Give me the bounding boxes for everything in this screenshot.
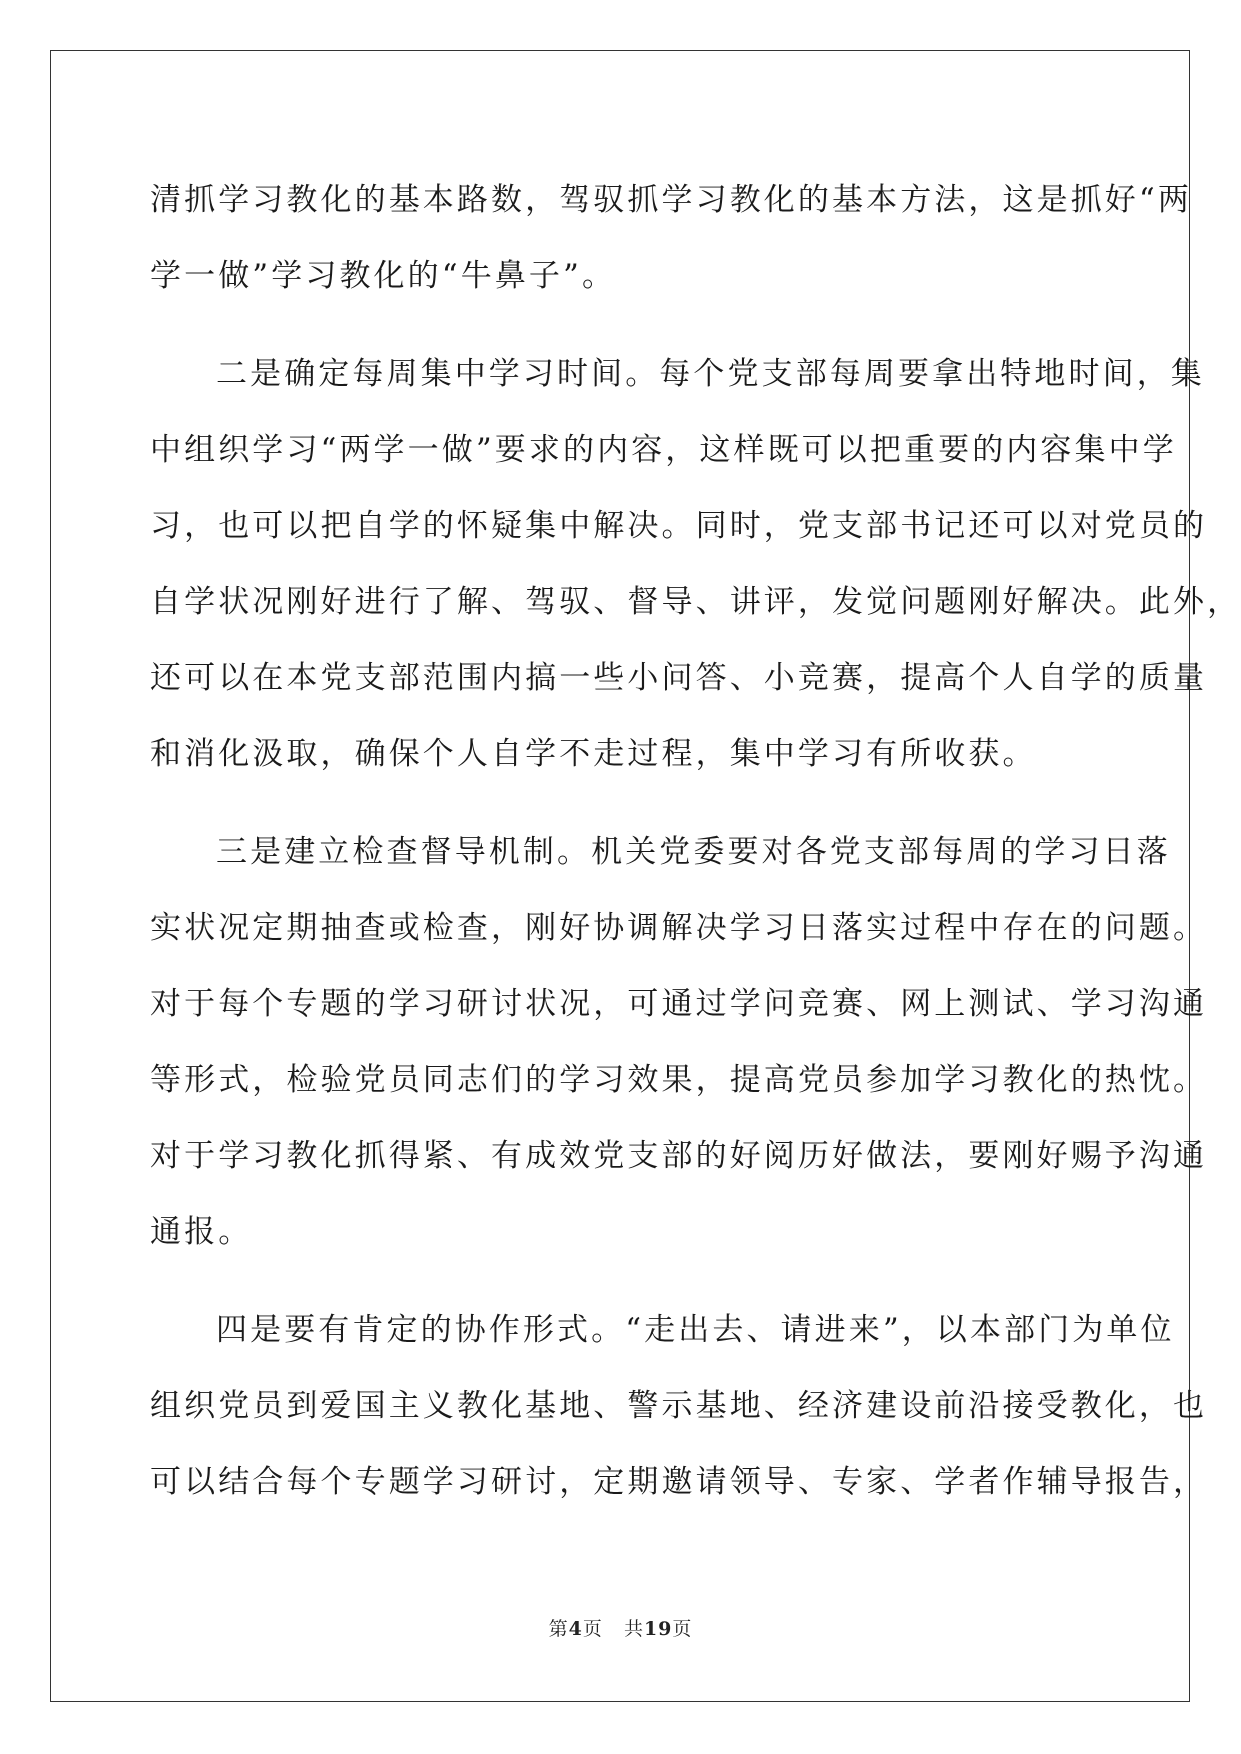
paragraph-start-line: 四是要有肯定的协作形式。“走出去、请进来”，以本部门为单位 — [216, 1312, 1175, 1348]
text-line: 对于每个专题的学习研讨状况，可通过学问竞赛、网上测试、学习沟通 — [150, 986, 1208, 1022]
page-footer — [0, 1614, 1241, 1641]
text-line: 学一做”学习教化的“牛鼻子”。 — [150, 258, 617, 294]
text-line: 组织党员到爱国主义教化基地、警示基地、经济建设前沿接受教化，也 — [150, 1388, 1208, 1424]
text-line: 中组织学习“两学一做”要求的内容，这样既可以把重要的内容集中学 — [150, 432, 1177, 468]
text-line: 还可以在本党支部范围内搞一些小问答、小竞赛，提高个人自学的质量 — [150, 660, 1208, 696]
text-line: 清抓学习教化的基本路数，驾驭抓学习教化的基本方法，这是抓好“两 — [150, 182, 1192, 218]
total-page-count: 19 — [643, 1618, 673, 1640]
text-line: 等形式，检验党员同志们的学习效果，提高党员参加学习教化的热忱。 — [150, 1062, 1208, 1098]
text-line: 可以结合每个专题学习研讨，定期邀请领导、专家、学者作辅导报告， — [150, 1464, 1208, 1500]
document-body — [150, 162, 1241, 1520]
paragraph-start-line: 三是建立检查督导机制。机关党委要对各党支部每周的学习日落 — [216, 834, 1171, 870]
text-line: 通报。 — [150, 1214, 253, 1250]
footer-middle: 页 共 — [582, 1618, 644, 1640]
footer-prefix: 第 — [548, 1618, 569, 1640]
text-line: 和消化汲取，确保个人自学不走过程，集中学习有所收获。 — [150, 736, 1037, 772]
text-line: 习，也可以把自学的怀疑集中解决。同时，党支部书记还可以对党员的 — [150, 508, 1208, 544]
text-line: 自学状况刚好进行了解、驾驭、督导、讲评，发觉问题刚好解决。此外， — [150, 584, 1241, 620]
paragraph-start-line: 二是确定每周集中学习时间。每个党支部每周要拿出特地时间，集 — [216, 356, 1205, 392]
footer-suffix: 页 — [672, 1618, 693, 1640]
text-line: 实状况定期抽查或检查，刚好协调解决学习日落实过程中存在的问题。 — [150, 910, 1208, 946]
current-page-number: 4 — [568, 1618, 583, 1640]
text-line: 对于学习教化抓得紧、有成效党支部的好阅历好做法，要刚好赐予沟通 — [150, 1138, 1208, 1174]
